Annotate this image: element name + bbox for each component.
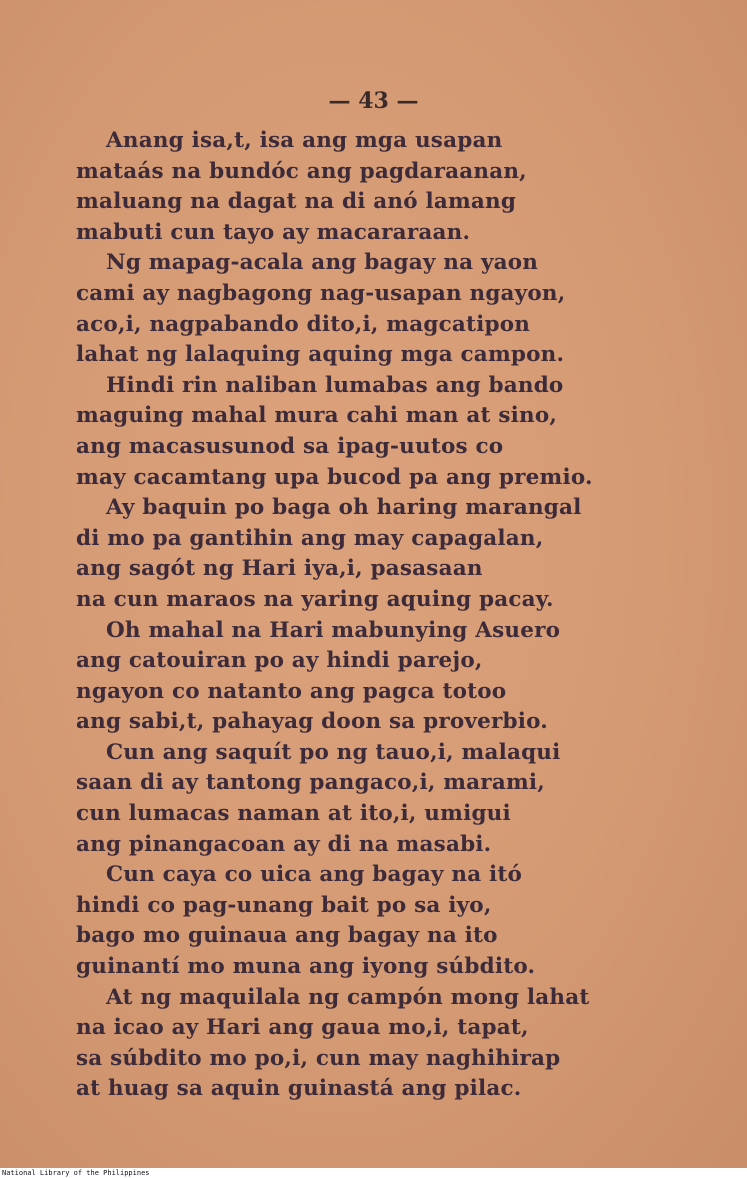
verse-line: ang macasusunod sa ipag-uutos co bbox=[76, 433, 504, 459]
verse-line: na cun maraos na yaring aquing pacay. bbox=[76, 586, 554, 612]
verse-line: cun lumacas naman at ito,i, umigui bbox=[76, 801, 511, 827]
verse-line: mataás na bundóc ang pagdaraanan, bbox=[76, 158, 527, 184]
verse-line: guinantí mo muna ang iyong súbdito. bbox=[76, 954, 536, 980]
verse-line: maluang na dagat na di anó lamang bbox=[76, 189, 517, 215]
verse-line: ang sabi,t, pahayag doon sa proverbio. bbox=[76, 709, 548, 735]
verse-line: saan di ay tantong pangaco,i, marami, bbox=[76, 770, 545, 796]
verse-line: ang sagót ng Hari iya,i, pasasaan bbox=[76, 556, 483, 582]
verse-line: mabuti cun tayo ay macararaan. bbox=[76, 219, 471, 245]
stanza bbox=[76, 738, 696, 860]
verse-line: maguing mahal mura cahi man at sino, bbox=[76, 403, 558, 429]
verse-line: ang catouiran po ay hindi parejo, bbox=[76, 648, 483, 674]
verse-line: may cacamtang upa bucod pa ang premio. bbox=[76, 464, 593, 490]
stanza bbox=[76, 493, 696, 615]
library-credit: National Library of the Philippines bbox=[0, 1168, 747, 1178]
verse-line: ngayon co natanto ang pagca totoo bbox=[76, 678, 507, 704]
page-number: — 43 — bbox=[328, 88, 419, 114]
verse-line: Ng mapag-acala ang bagay na yaon bbox=[106, 250, 539, 276]
verse-line: aco,i, nagpabando dito,i, magcatipon bbox=[76, 311, 531, 337]
verse-line: at huag sa aquin guinastá ang pilac. bbox=[76, 1076, 522, 1102]
verse-line: hindi co pag-unang bait po sa iyo, bbox=[76, 892, 492, 918]
verse-line: di mo pa gantihin ang may capagalan, bbox=[76, 525, 544, 551]
verse-line: lahat ng lalaquing aquing mga campon. bbox=[76, 342, 565, 368]
verse-line: sa súbdito mo po,i, cun may naghihirap bbox=[76, 1045, 561, 1071]
stanza bbox=[76, 248, 696, 370]
stanza bbox=[76, 983, 696, 1105]
stanza bbox=[76, 371, 696, 493]
verse-line: Cun ang saquít po ng tauo,i, malaqui bbox=[106, 739, 561, 765]
verse-line: Anang isa,t, isa ang mga usapan bbox=[106, 128, 503, 153]
verse-line: ang pinangacoan ay di na masabi. bbox=[76, 831, 492, 857]
verse-line: Oh mahal na Hari mabunying Asuero bbox=[106, 617, 561, 643]
stanza bbox=[76, 860, 696, 982]
verse-line: At ng maquilala ng campón mong lahat bbox=[106, 984, 590, 1010]
verse-line: Cun caya co uica ang bagay na itó bbox=[106, 862, 523, 888]
verse-line: Ay baquin po baga oh haring marangal bbox=[106, 495, 582, 521]
stanza bbox=[76, 126, 696, 248]
poem-body bbox=[76, 126, 696, 1105]
verse-line: na icao ay Hari ang gaua mo,i, tapat, bbox=[76, 1015, 529, 1041]
verse-line: Hindi rin naliban lumabas ang bando bbox=[106, 372, 564, 398]
verse-line: cami ay nagbagong nag-usapan ngayon, bbox=[76, 280, 566, 306]
stanza bbox=[76, 616, 696, 738]
verse-line: bago mo guinaua ang bagay na ito bbox=[76, 923, 498, 949]
